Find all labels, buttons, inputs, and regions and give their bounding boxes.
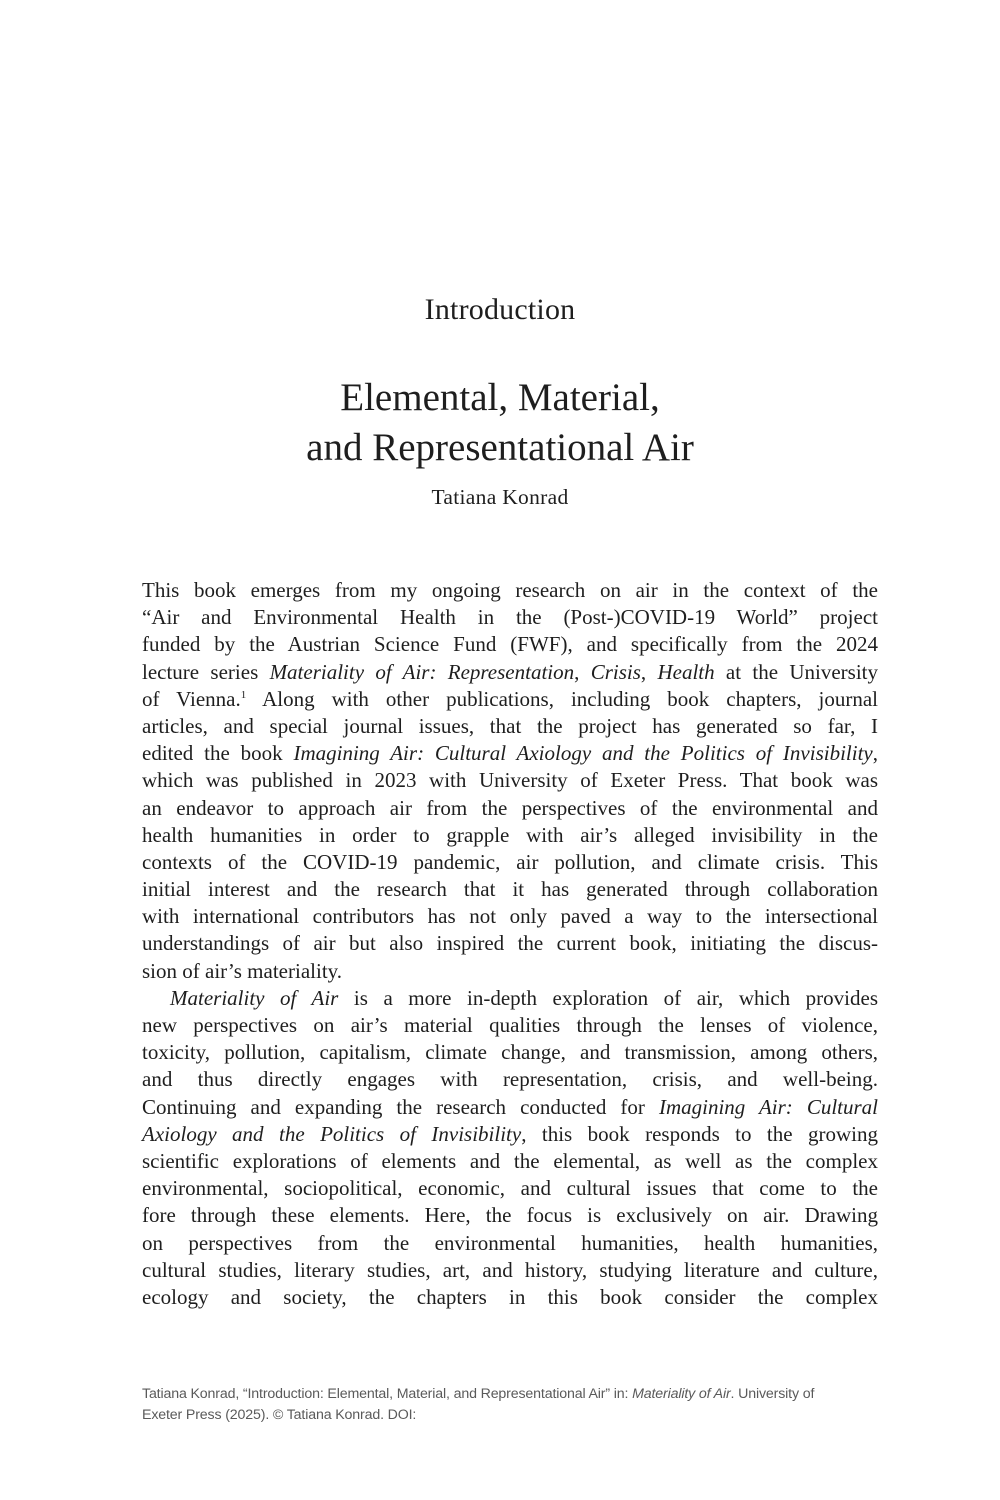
text-run: and thus directly engages with representation, crisis, and well-being. (142, 1067, 878, 1092)
text-line-content (142, 740, 878, 767)
text-run: articles, and special journal issues, that the project has generated so far, I (142, 713, 878, 738)
text-run: with international contributors has not only paved a way to the intersectional (142, 904, 878, 929)
footnote-marker: 1 (240, 688, 247, 701)
text-run: edited the book (142, 741, 294, 766)
text-line (142, 1175, 878, 1202)
text-line (142, 1148, 878, 1175)
text-line (142, 876, 878, 903)
text-line (142, 1284, 878, 1311)
text-line (142, 659, 878, 686)
italic-title: Imagining Air: Cultural (658, 1094, 879, 1119)
text-line (142, 1066, 878, 1093)
text-run: fore through these elements. Here, the focus is exclusively on air. Drawing (142, 1203, 878, 1228)
text-line (142, 1230, 878, 1257)
text-line (142, 958, 878, 985)
text-run: Along with other publications, including book chapters, journal (246, 686, 878, 711)
italic-title: Health (657, 659, 715, 684)
text-run: This book emerges from my ongoing research on air in the context of the (142, 578, 878, 602)
text-line (142, 713, 878, 740)
text-line-content (142, 713, 878, 740)
text-line (142, 604, 878, 631)
text-line (142, 1121, 878, 1148)
paragraph (142, 985, 878, 1311)
text-run: , this book responds to the growing (521, 1121, 878, 1146)
text-line-content (142, 577, 878, 604)
text-line-content (142, 1121, 878, 1148)
text-line-content (142, 686, 878, 713)
text-line (142, 795, 878, 822)
text-run: of Vienna. (142, 686, 241, 711)
text-line-content (142, 1094, 878, 1121)
text-run: cultural studies, literary studies, art, and history, studying literature and culture, (142, 1257, 878, 1282)
text-line-content (142, 903, 878, 930)
text-line-content (142, 604, 878, 631)
text-run: ecology and society, the chapters in this book consider the complex (142, 1284, 878, 1309)
text-run: , (640, 659, 658, 684)
text-run: , (872, 741, 878, 766)
text-run: contexts of the COVID-19 pandemic, air pollution, and climate crisis. This (142, 849, 878, 874)
text-line (142, 577, 878, 604)
text-run: at the University (714, 659, 879, 684)
text-line (142, 1094, 878, 1121)
citation-text: Tatiana Konrad, “Introduction: Elemental, Material, and Representational Air” in: (142, 1386, 633, 1402)
text-line (142, 631, 878, 658)
text-run: understandings of air but also inspired the current book, initiating the discus- (142, 931, 878, 956)
text-line (142, 1202, 878, 1229)
text-line (142, 822, 878, 849)
italic-title: Axiology and the Politics of Invisibility (142, 1121, 522, 1146)
text-line-content (142, 631, 878, 658)
italic-title: Materiality of Air (170, 985, 339, 1010)
text-run: scientific explorations of elements and the elemental, as well as the complex (142, 1148, 878, 1173)
body-text (142, 577, 878, 1311)
chapter-title-line: Elemental, Material, (340, 376, 660, 419)
text-line (142, 1039, 878, 1066)
text-run: environmental, sociopolitical, economic, and cultural issues that come to the (142, 1176, 878, 1201)
text-line-content (142, 876, 878, 903)
text-line-content (142, 849, 878, 876)
text-run: initial interest and the research that it has generated through collaboration (142, 877, 878, 902)
text-line-content (142, 767, 878, 794)
text-line-content (142, 958, 878, 985)
text-run: health humanities in order to grapple with air’s alleged invisibility in the (142, 822, 878, 847)
text-line-content (142, 1148, 878, 1175)
text-line-content (142, 1012, 878, 1039)
text-line-content (142, 1257, 878, 1284)
text-run: , (574, 659, 591, 684)
text-run: is a more in-depth exploration of air, which provides (338, 985, 878, 1010)
text-line-content (142, 1230, 878, 1257)
text-line (142, 1012, 878, 1039)
text-line (142, 686, 878, 713)
text-run: on perspectives from the environmental humanities, health humanities, (142, 1230, 878, 1255)
italic-title: Crisis (590, 659, 641, 684)
text-line (142, 767, 878, 794)
chapter-title (0, 373, 1000, 473)
text-run: toxicity, pollution, capitalism, climate change, and transmission, among others, (142, 1040, 878, 1065)
text-run: funded by the Austrian Science Fund (FWF), and specifically from the 2024 (142, 632, 878, 657)
citation-text: . University of (730, 1386, 815, 1402)
text-line-content (142, 1284, 878, 1311)
citation-line-1 (142, 1384, 887, 1405)
citation-footnote (142, 1384, 887, 1426)
text-line (142, 740, 878, 767)
text-run: which was published in 2023 with University of Exeter Press. That book was (142, 768, 878, 793)
text-line-content (142, 795, 878, 822)
text-line-content (142, 1039, 878, 1066)
text-line-content (142, 930, 878, 957)
text-line-content (170, 985, 878, 1012)
text-line-content (142, 822, 878, 849)
chapter-label: Introduction (424, 293, 576, 326)
citation-line-2: Exeter Press (2025). © Tatiana Konrad. DOI: (142, 1407, 417, 1423)
text-line-content (142, 659, 878, 686)
text-line-content (142, 1175, 878, 1202)
text-run: “Air and Environmental Health in the (Post-)COVID-19 World” project (142, 605, 878, 630)
paragraph (142, 577, 878, 985)
text-run: new perspectives on air’s material qualities through the lenses of violence, (142, 1013, 878, 1037)
text-run: an endeavor to approach air from the perspectives of the environmental and (142, 795, 878, 820)
italic-title: Imagining Air: Cultural Axiology and the Politics of Invisibility (293, 741, 873, 766)
text-line (142, 930, 878, 957)
text-line-content (142, 1066, 878, 1093)
text-line (142, 903, 878, 930)
text-line (142, 985, 878, 1012)
text-line-content (142, 1202, 878, 1229)
text-run: Continuing and expanding the research conducted for (142, 1094, 659, 1119)
chapter-author: Tatiana Konrad (431, 485, 569, 509)
text-run: lecture series (142, 659, 270, 684)
text-line (142, 849, 878, 876)
italic-title: Materiality of Air: Representation (269, 659, 575, 684)
text-line (142, 1257, 878, 1284)
chapter-title-line: and Representational Air (306, 426, 694, 469)
text-run: sion of air’s materiality. (142, 958, 343, 983)
citation-book-title: Materiality of Air (632, 1386, 731, 1402)
